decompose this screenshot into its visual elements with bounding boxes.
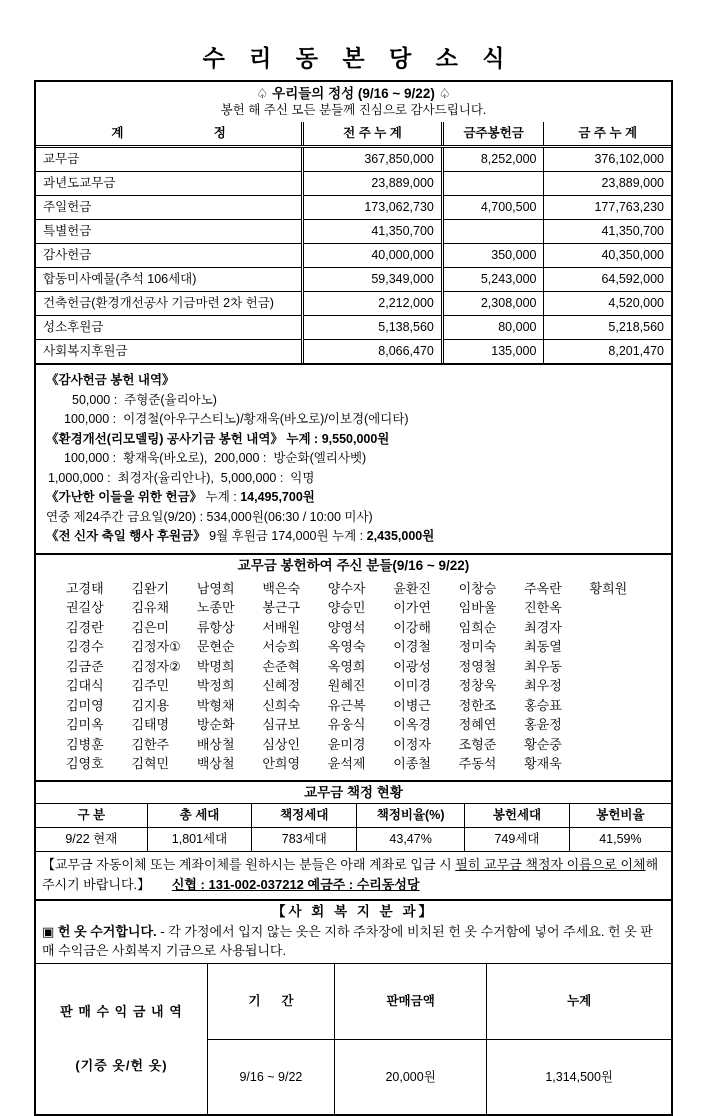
- donor-name: 김한주: [131, 736, 170, 752]
- text-segment: 50,000 : 주형준(율리아노): [72, 392, 217, 407]
- donation-detail-line: [46, 410, 663, 430]
- donor-name: 임바울: [458, 600, 497, 615]
- assessment-col-header: 책정비율(%): [357, 804, 465, 828]
- donor-name: 박정희: [196, 678, 235, 693]
- text-segment: 9월 후원금 174,000원 누계 :: [205, 529, 367, 543]
- welfare-col-amount: 판매금액: [334, 963, 486, 1039]
- donor-name: 김경란: [66, 619, 104, 635]
- offering-table: [36, 122, 671, 363]
- offering-row: [36, 172, 671, 196]
- donor-name: 봉근구: [262, 600, 301, 615]
- donor-name: 정혜연: [458, 717, 497, 732]
- offering-header-subtitle: 봉헌 해 주신 모든 분들께 진심으로 감사드립니다.: [220, 103, 487, 117]
- donation-detail-line: [46, 371, 663, 391]
- donor-name: 김금준: [66, 658, 104, 674]
- donor-name: 노종만: [196, 600, 235, 615]
- assessment-col-header: 봉헌비율: [569, 804, 671, 828]
- offering-prev-cumulative: 8,066,470: [303, 340, 443, 364]
- donor-name: 김은미: [131, 619, 170, 635]
- donor-name: 고경태: [66, 580, 104, 596]
- donor-name: 안희영: [262, 756, 301, 771]
- donor-name: 이미경: [393, 678, 431, 693]
- offering-week-cumulative: 4,520,000: [544, 292, 671, 316]
- donor-name: 최동열: [524, 639, 562, 654]
- offering-col-prev-cumulative: 전 주 누 계: [303, 122, 443, 147]
- donor-name: 박명희: [196, 658, 235, 674]
- donor-name: [590, 657, 653, 677]
- welfare-cumulative-value: 1,314,500원: [487, 1039, 671, 1114]
- offering-row: [36, 292, 671, 316]
- donor-name: 최경자: [524, 619, 562, 635]
- text-segment: 《가난한 이들을 위한 헌금》: [46, 490, 203, 504]
- donation-details: [36, 363, 671, 553]
- donor-name: 서승희: [262, 639, 301, 654]
- donor-name: 백은숙: [262, 580, 301, 596]
- assessment-col-header: 책정세대: [252, 804, 357, 828]
- text-segment: 필히 교무금 책정자 이름으로 이체: [455, 856, 646, 872]
- main-box: [34, 80, 673, 1116]
- offering-table-body: [36, 147, 671, 364]
- welfare-period-value: 9/16 ~ 9/22: [239, 1069, 303, 1084]
- text-segment: 100,000 : 황재욱(바오로), 200,000 : 방순화(엘리사벳): [64, 451, 367, 465]
- donor-name: 김완기: [131, 580, 170, 596]
- text-segment: 2,435,000원: [366, 529, 435, 543]
- donor-name: 윤석제: [327, 756, 366, 771]
- donor-name: 이가연: [393, 600, 431, 615]
- donor-name: 윤미경: [327, 736, 366, 752]
- donation-detail-line: [46, 430, 663, 450]
- welfare-header-row: [36, 963, 671, 1039]
- offering-row-label: 건축헌금(환경개선공사 기금마련 2차 헌금): [43, 296, 274, 310]
- assessment-value: 9/22 현재: [65, 831, 118, 846]
- offering-col-this-cumulative: 금 주 누 계: [544, 122, 671, 147]
- text-segment: ▣ 헌 옷 수거합니다.: [42, 923, 157, 939]
- donor-name: 박형채: [196, 697, 235, 713]
- donor-name: 김미옥: [66, 717, 104, 732]
- offering-prev-cumulative: 59,349,000: [303, 268, 443, 292]
- donor-name: 주옥란: [524, 580, 562, 596]
- text-segment: 14,495,700원: [240, 490, 315, 504]
- offering-row-label: 성소후원금: [43, 320, 104, 334]
- offering-row: [36, 220, 671, 244]
- offering-table-header-row: [36, 122, 671, 147]
- offering-row: [36, 196, 671, 220]
- donation-detail-line: [46, 527, 663, 547]
- offering-week-cumulative: 64,592,000: [544, 268, 671, 292]
- donor-name: 조형준: [458, 736, 497, 752]
- offering-col-account: 계 정: [36, 122, 303, 147]
- offering-prev-cumulative: 41,350,700: [303, 220, 443, 244]
- donor-name: 문현순: [196, 639, 235, 654]
- donor-name: 권길상: [66, 600, 104, 615]
- offering-week-amount: [442, 172, 544, 196]
- donor-name: 손준혁: [262, 658, 301, 674]
- text-segment: 100,000 : 이경철(아우구스티노)/황재욱(바오로)/이보경(에디타): [64, 412, 409, 426]
- assessment-col-header: 봉헌세대: [465, 804, 570, 828]
- donor-name: 김혁민: [131, 756, 170, 771]
- offering-week-cumulative: 376,102,000: [544, 147, 671, 172]
- donor-name: [590, 735, 653, 755]
- donor-name: 원혜진: [327, 678, 366, 693]
- assessment-section: [36, 780, 671, 851]
- offering-prev-cumulative: 23,889,000: [303, 172, 443, 196]
- offering-week-amount: 5,243,000: [442, 268, 544, 292]
- donation-detail-line: [46, 508, 663, 528]
- assessment-data-row: [36, 827, 671, 851]
- text-segment: 신협 : 131-002-037212 예금주 : 수리동성당: [171, 876, 420, 892]
- text-segment: 【교무금 자동이체 또는 계좌이체를 원하시는 분들은 아래 계좌로 입금 시: [42, 856, 456, 872]
- donor-name: [590, 618, 653, 638]
- donor-name: 정한조: [458, 697, 497, 713]
- donor-name: [590, 715, 653, 735]
- text-segment: 《감사헌금 봉헌 내역》: [46, 373, 175, 387]
- welfare-notice: [36, 922, 671, 963]
- donor-name: 유근복: [327, 697, 366, 713]
- donor-name: 김병훈: [66, 736, 104, 752]
- donor-name: 김태명: [131, 717, 170, 732]
- donor-name: 옥영희: [327, 658, 366, 674]
- offering-week-cumulative: 23,889,000: [544, 172, 671, 196]
- text-segment: 누계 :: [202, 490, 241, 504]
- bulletin-page: [0, 40, 707, 1084]
- donor-name: [590, 676, 653, 696]
- donor-name: 정창욱: [458, 678, 497, 693]
- offering-week-amount: 8,252,000: [442, 147, 544, 172]
- offering-prev-cumulative: 5,138,560: [303, 316, 443, 340]
- donor-name: 유웅식: [327, 717, 366, 732]
- donation-detail-line: [46, 469, 663, 489]
- donor-name: 임희순: [458, 619, 497, 635]
- offering-week-cumulative: 5,218,560: [544, 316, 671, 340]
- assessment-col-header: 구 분: [36, 804, 147, 828]
- offering-week-amount: 4,700,500: [442, 196, 544, 220]
- donor-name: 이광성: [393, 658, 431, 674]
- offering-prev-cumulative: 173,062,730: [303, 196, 443, 220]
- text-segment: 해 주시기 바랍니다.】: [42, 856, 662, 892]
- offering-week-amount: [442, 220, 544, 244]
- donor-name: 양수자: [327, 580, 366, 596]
- offering-row-label: 교무금: [43, 152, 80, 166]
- donor-name: 김주민: [131, 678, 170, 693]
- offering-row-label: 특별헌금: [43, 224, 92, 238]
- offering-week-cumulative: 41,350,700: [544, 220, 671, 244]
- donor-name: [590, 637, 653, 657]
- text-segment: 《전 신자 축일 행사 후원금》: [46, 529, 206, 543]
- donor-section-title: 교무금 봉헌하여 주신 분들(9/16 ~ 9/22): [237, 557, 470, 573]
- donor-name: 김정자②: [131, 658, 181, 674]
- donor-name: 옥영숙: [327, 639, 366, 654]
- donor-name: [590, 696, 653, 716]
- donor-name: 김유채: [131, 600, 170, 615]
- offering-row: [36, 268, 671, 292]
- transfer-notice: [36, 852, 671, 899]
- donor-name: 이병근: [393, 697, 431, 713]
- donation-detail-line: [46, 391, 663, 411]
- assessment-table: [36, 804, 671, 851]
- donor-name: 서배원: [262, 619, 301, 635]
- offering-prev-cumulative: 367,850,000: [303, 147, 443, 172]
- offering-row: [36, 316, 671, 340]
- text-segment: [150, 877, 172, 892]
- assessment-header-row: [36, 804, 671, 828]
- donor-name: 정영철: [458, 658, 497, 674]
- donation-detail-line: [46, 449, 663, 469]
- donor-name: 김지용: [131, 697, 170, 713]
- offering-row-label: 합동미사예물(추석 106세대): [43, 272, 197, 286]
- donor-name: 김영호: [66, 756, 104, 771]
- welfare-col-cumulative: 누계: [487, 963, 671, 1039]
- welfare-row-label-line2: (기증 옷/헌 옷): [75, 1057, 168, 1073]
- text-segment: 1,000,000 : 최경자(율리안나), 5,000,000 : 익명: [48, 470, 315, 485]
- donor-name: 김대식: [66, 678, 104, 693]
- welfare-table: [36, 963, 671, 1114]
- donor-name: 양영석: [327, 619, 366, 635]
- assessment-value: 783세대: [252, 827, 357, 851]
- offering-week-cumulative: 177,763,230: [544, 196, 671, 220]
- offering-row-label: 주일헌금: [43, 200, 92, 214]
- offering-header: [36, 82, 671, 122]
- welfare-title: 【사 회 복 지 분 과】: [272, 903, 435, 919]
- donor-name: 김정자①: [131, 639, 181, 654]
- donor-name: 신혜정: [262, 678, 301, 693]
- welfare-row-label-line1: 판 매 수 익 금 내 역: [60, 1003, 183, 1019]
- donor-name: 양승민: [327, 600, 366, 615]
- transfer-notice-section: [36, 851, 671, 899]
- offering-row: [36, 244, 671, 268]
- donor-name: 이강해: [393, 619, 431, 635]
- donor-name: 배상철: [196, 736, 235, 752]
- offering-prev-cumulative: 2,212,000: [303, 292, 443, 316]
- offering-row: [36, 147, 671, 172]
- page-title: 수 리 동 본 당 소 식: [202, 45, 514, 71]
- offering-week-cumulative: 8,201,470: [544, 340, 671, 364]
- offering-week-amount: 80,000: [442, 316, 544, 340]
- text-segment: 9,550,000원: [321, 431, 390, 446]
- donor-name: 주동석: [458, 756, 497, 771]
- donor-name: 진한옥: [524, 600, 562, 615]
- text-segment: 《환경개선(리모델링) 공사기금 봉헌 내역》 누계 :: [46, 431, 322, 446]
- donor-name: 이창승: [458, 580, 497, 596]
- text-segment: 연중 제24주간 금요일(9/20) : 534,000원(06:30 / 10:00 미사): [46, 509, 373, 524]
- assessment-value: 41,59%: [569, 827, 671, 851]
- welfare-row-label: [36, 963, 207, 1114]
- donor-section: [36, 553, 671, 780]
- offering-header-title: ♤ 우리들의 정성 (9/16 ~ 9/22) ♤: [256, 86, 451, 101]
- donor-names-grid: [36, 577, 671, 776]
- offering-week-amount: 135,000: [442, 340, 544, 364]
- donor-name: 이경철: [393, 639, 431, 654]
- text-segment: - 각 가정에서 입지 않는 옷은 지하 주차장에 비치된 헌 옷 수거함에 넣어 주세요. 헌 옷 판매 수익금은 사회복지 기금으로 사용됩니다.: [42, 923, 653, 958]
- donor-name: [590, 598, 653, 618]
- donor-name: 황순중: [524, 736, 562, 752]
- donor-name: 김미영: [66, 697, 104, 713]
- donor-name: 홍윤정: [524, 717, 562, 732]
- welfare-amount-value: 20,000원: [334, 1039, 486, 1114]
- offering-row-label: 과년도교무금: [43, 176, 116, 190]
- donor-name: 윤환진: [393, 580, 431, 596]
- offering-row-label: 사회복지후원금: [43, 344, 128, 358]
- donor-name: 황희원: [589, 580, 628, 596]
- donor-name: 김경수: [66, 639, 104, 654]
- assessment-title: 교무금 책정 현황: [36, 782, 671, 804]
- offering-week-cumulative: 40,350,000: [544, 244, 671, 268]
- assessment-col-header: 총 세대: [147, 804, 252, 828]
- donor-name: 이종철: [393, 756, 431, 771]
- donor-name: [590, 754, 653, 774]
- donor-name: 정미숙: [458, 639, 497, 654]
- donor-name: 최우동: [524, 658, 562, 674]
- assessment-value: 43,47%: [357, 827, 465, 851]
- welfare-section: [36, 899, 671, 1114]
- donor-name: 방순화: [196, 717, 235, 732]
- donor-name: 신희숙: [262, 697, 301, 713]
- offering-row: [36, 340, 671, 364]
- offering-week-amount: 2,308,000: [442, 292, 544, 316]
- assessment-value: 1,801세대: [147, 827, 252, 851]
- welfare-col-period: 기 간: [207, 963, 334, 1039]
- offering-row-label: 감사헌금: [43, 248, 92, 262]
- donor-name: 심상인: [262, 736, 301, 752]
- donor-name: 이정자: [393, 736, 431, 752]
- donor-name: 류항상: [196, 619, 235, 635]
- donor-name: 황재욱: [524, 756, 562, 771]
- donor-name: 남영희: [196, 580, 235, 596]
- donor-name: 심규보: [262, 717, 301, 732]
- offering-week-amount: 350,000: [442, 244, 544, 268]
- donation-detail-line: [46, 488, 663, 508]
- donor-name: 최우정: [524, 678, 562, 693]
- offering-prev-cumulative: 40,000,000: [303, 244, 443, 268]
- donor-name: 홍승표: [524, 697, 562, 713]
- donor-name: 이옥경: [393, 717, 431, 732]
- donor-name: 백상철: [196, 756, 235, 771]
- assessment-value: 749세대: [465, 827, 570, 851]
- offering-col-this-week: 금주봉헌금: [442, 122, 544, 147]
